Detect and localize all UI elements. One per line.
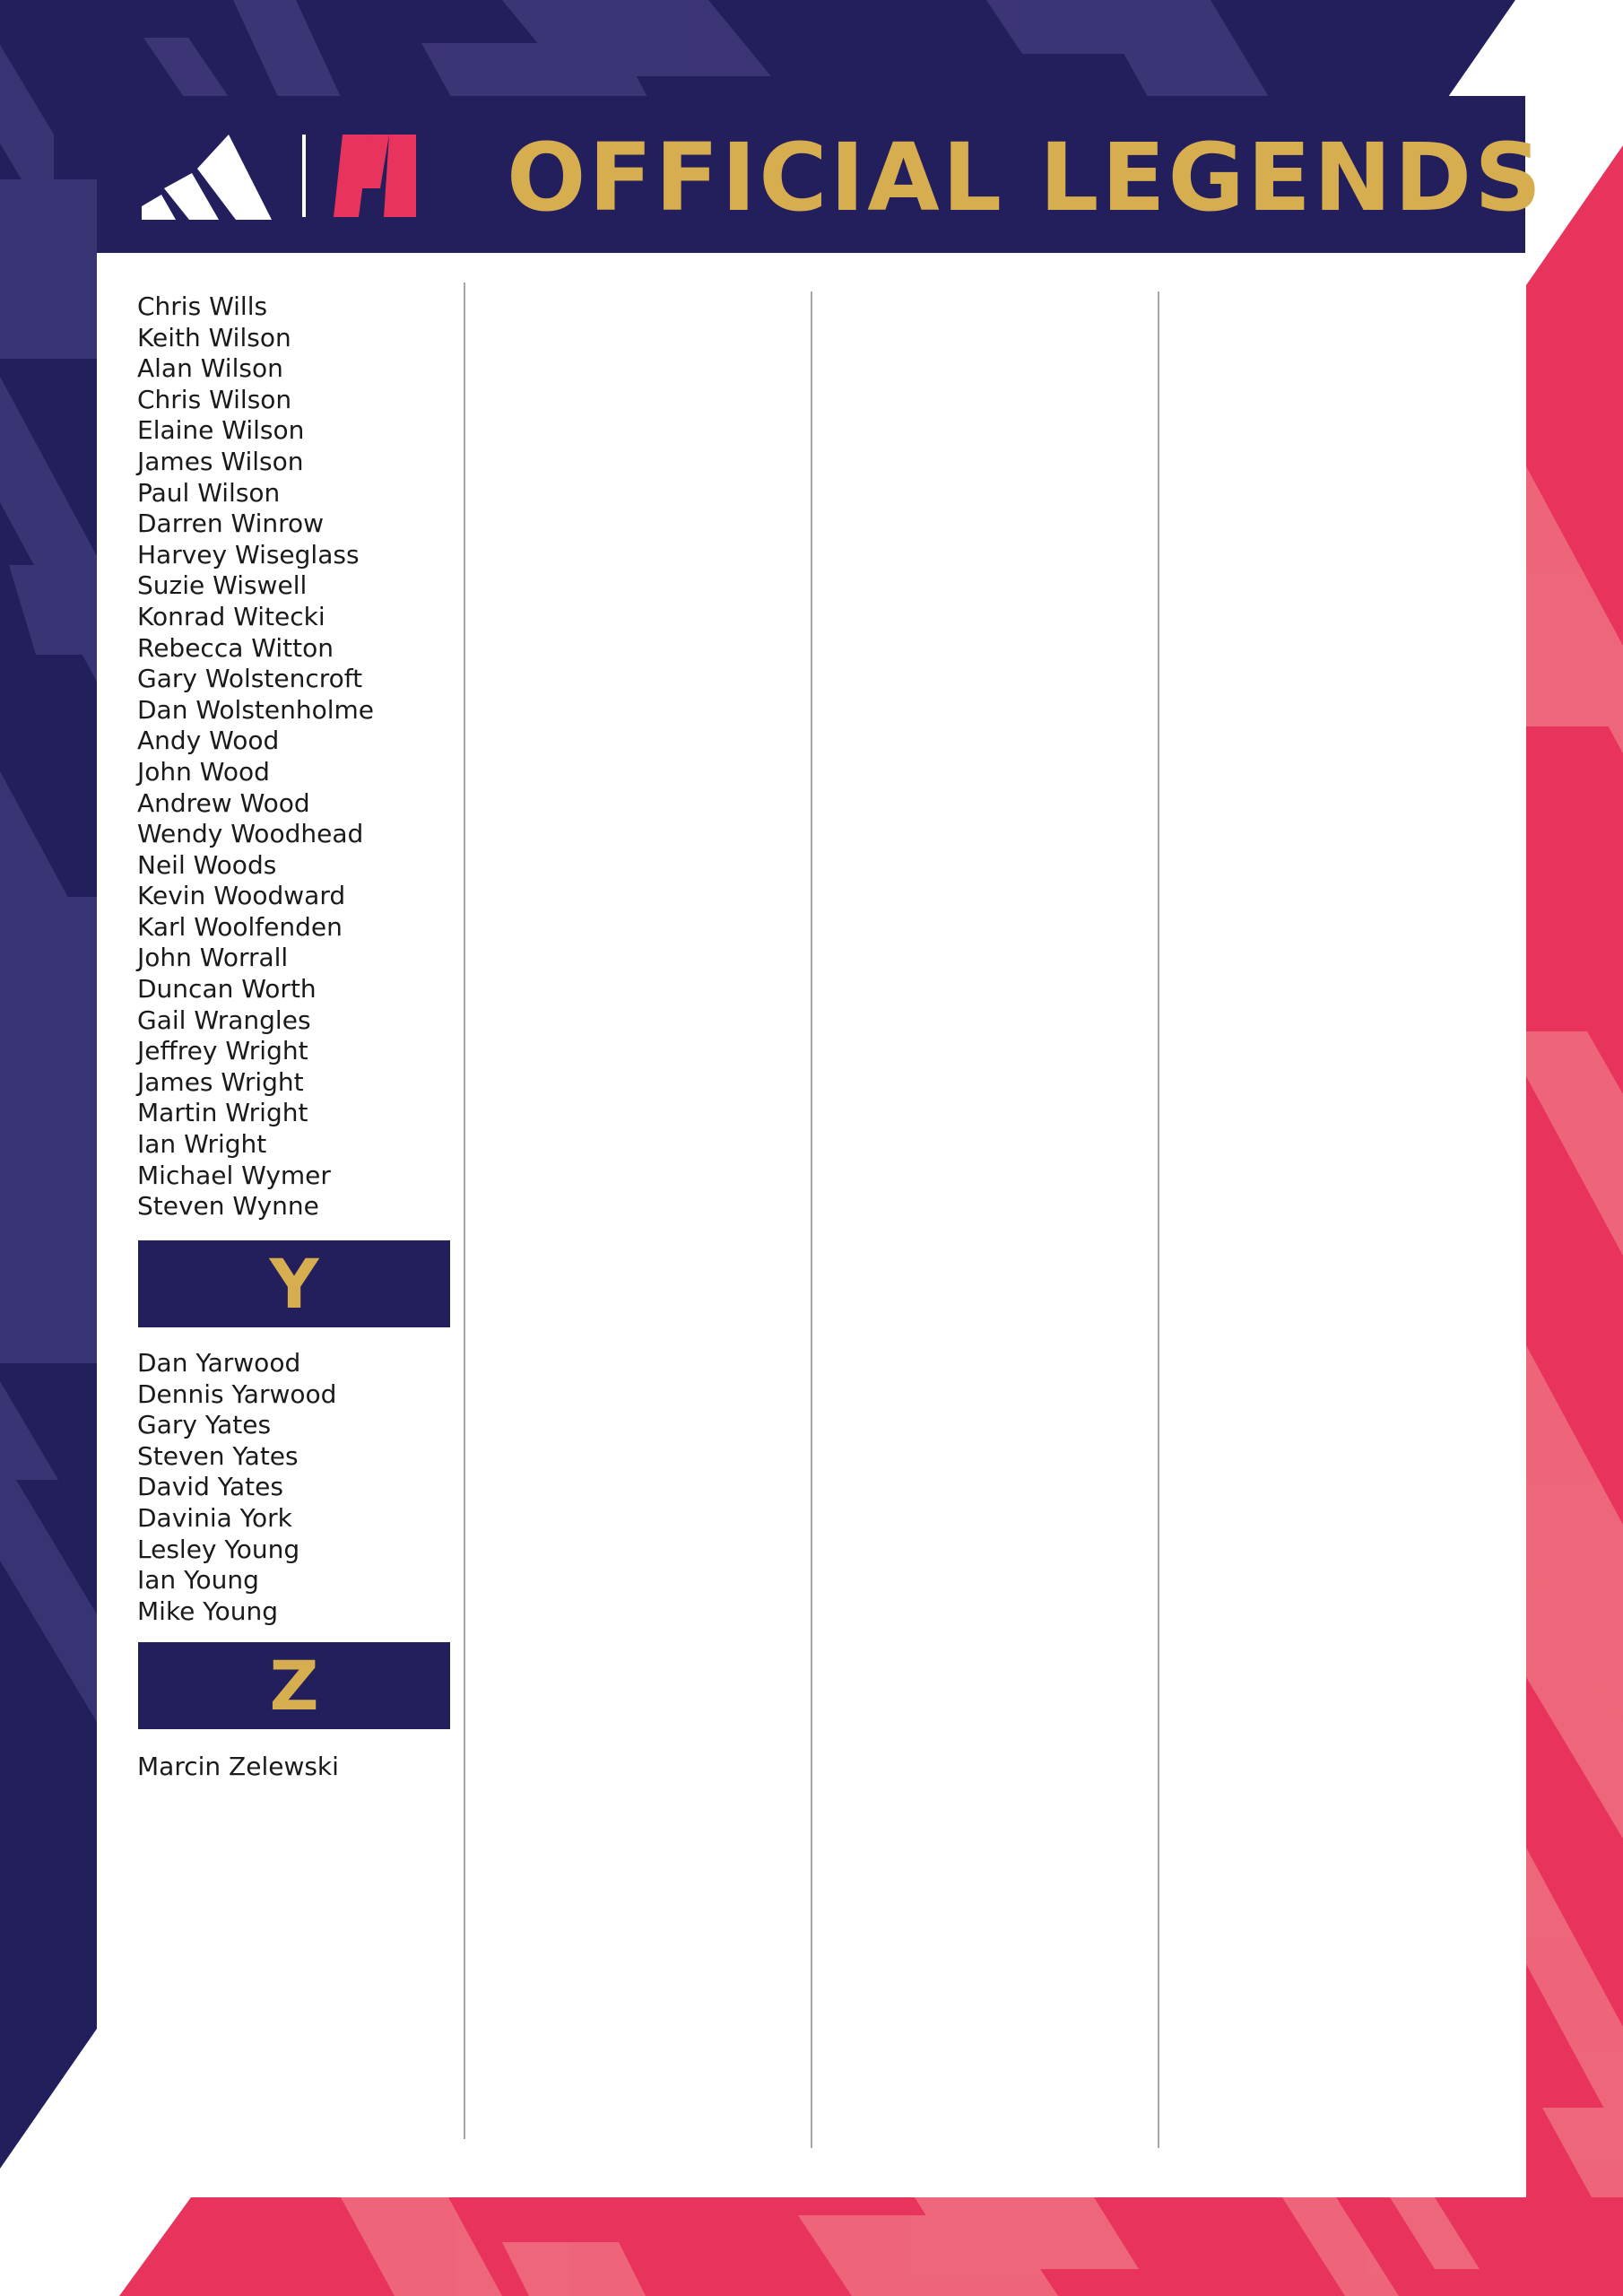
list-item: Wendy Woodhead [137,819,364,849]
list-item: Marcin Zelewski [137,1752,339,1781]
list-item: Michael Wymer [137,1160,331,1190]
adidas-three-stripes-icon [142,135,272,220]
names-list-y [137,1348,336,1627]
list-item: Dan Yarwood [137,1348,301,1378]
list-item: Rebecca Witton [137,632,334,663]
list-item: Martin Wright [137,1098,308,1128]
list-item: Neil Woods [137,849,277,880]
list-item: Dan Wolstenholme [137,694,375,725]
list-item: Karl Woolfenden [137,911,343,942]
list-item: Paul Wilson [137,477,281,508]
list-item: Gail Wrangles [137,1004,311,1035]
list-item: John Wood [137,756,270,787]
list-item: Chris Wilson [137,384,292,414]
stylized-m-icon [334,135,416,217]
list-item: Suzie Wiswell [137,570,308,601]
list-item: Kevin Woodward [137,881,346,911]
logo-separator [302,135,306,217]
names-list-w [137,291,374,1222]
list-item: Lesley Young [137,1534,300,1564]
list-item: Gary Yates [137,1410,272,1440]
letter-header-z: Z [138,1642,450,1729]
list-item: James Wilson [137,446,304,476]
list-item: Keith Wilson [137,322,291,352]
list-item: Harvey Wiseglass [137,539,360,570]
list-item: Ian Wright [137,1129,267,1160]
list-item: David Yates [137,1472,283,1502]
list-item: James Wright [137,1066,304,1097]
list-item: Dennis Yarwood [137,1378,337,1409]
list-item: Steven Yates [137,1440,299,1471]
page-title: OFFICIAL LEGENDS [507,123,1545,232]
list-item: John Worrall [137,943,289,973]
list-item: Andrew Wood [137,787,310,818]
names-list-z [137,1752,339,1783]
list-item: Jeffrey Wright [137,1036,308,1066]
top-navy-band [0,0,1515,97]
list-item: Steven Wynne [137,1191,319,1222]
list-item: Andy Wood [137,726,280,756]
letter-header-y: Y [138,1240,450,1327]
list-item: Elaine Wilson [137,415,305,446]
list-item: Ian Young [137,1565,259,1596]
list-item: Darren Winrow [137,509,325,539]
list-item: Alan Wilson [137,353,283,384]
column-divider-1 [464,283,465,2139]
list-item: Gary Wolstencroft [137,664,363,694]
list-item: Konrad Witecki [137,601,325,631]
column-divider-2 [811,291,812,2148]
list-item: Mike Young [137,1596,279,1626]
column-divider-3 [1158,291,1159,2148]
list-item: Davinia York [137,1502,292,1533]
list-item: Duncan Worth [137,974,317,1004]
list-item: Chris Wills [137,291,268,321]
